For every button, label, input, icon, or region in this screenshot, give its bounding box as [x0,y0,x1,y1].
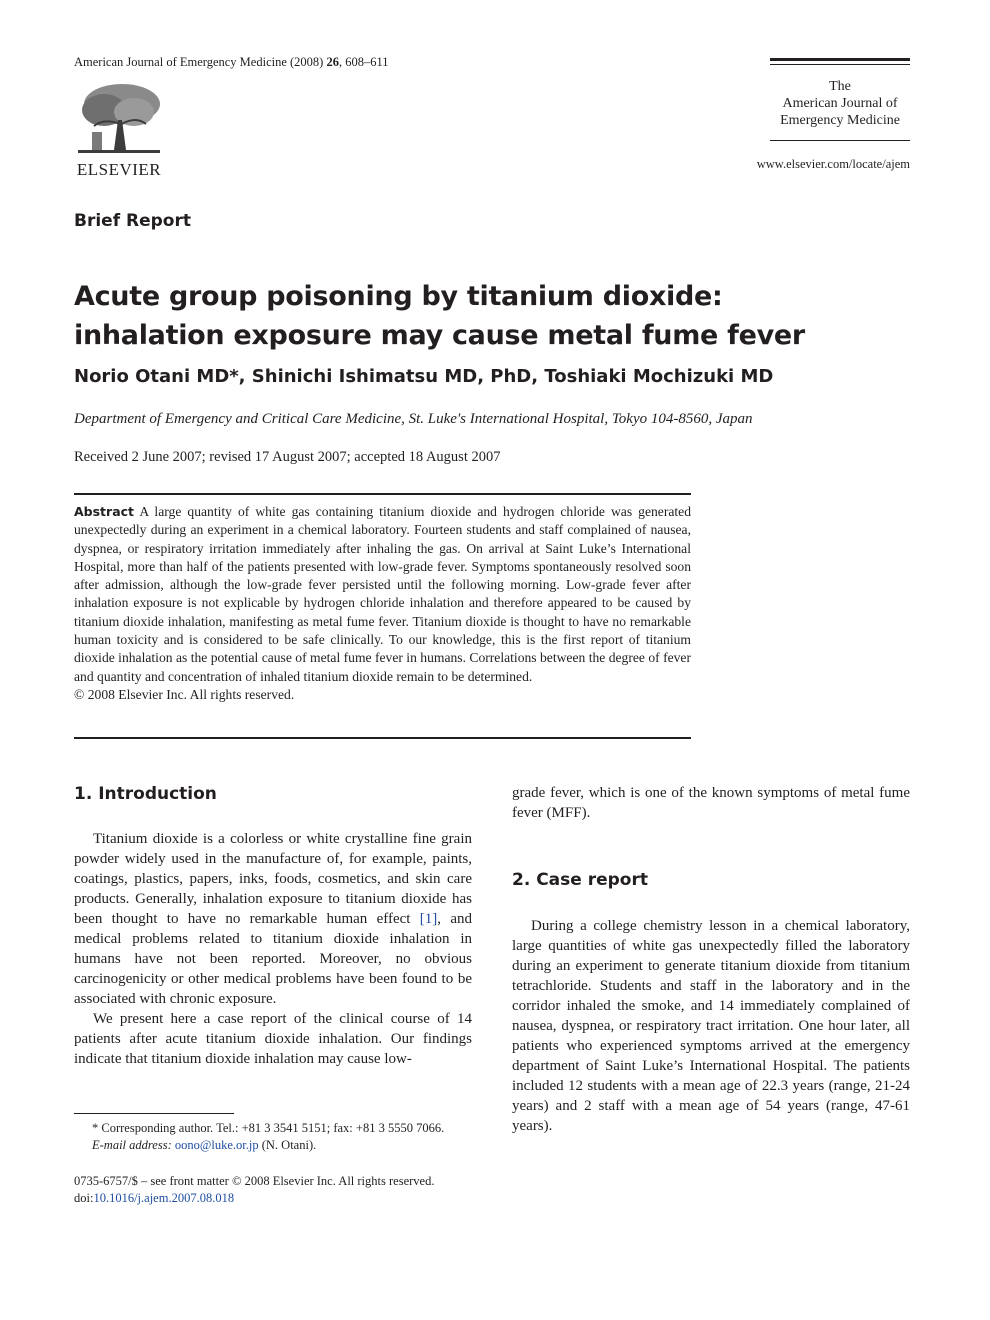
article-type: Brief Report [74,211,191,231]
reference-link[interactable]: [1] [419,911,438,927]
journal-rule [770,64,910,65]
article-title: Acute group poisoning by titanium dioxide: inhalation exposure may cause metal fume fever [74,281,805,351]
case-report-body [512,916,910,1136]
introduction-continued: grade fever, which is one of the known symptoms of metal fume fever (MFF). [512,785,910,821]
abstract-copyright: © 2008 Elsevier Inc. All rights reserved. [74,686,295,702]
footnote [74,1120,472,1154]
abstract-label: Abstract [74,504,135,519]
abstract-text: A large quantity of white gas containing titanium dioxide and hydrogen chloride was generated unexpectedly during an experiment in a chemical laboratory. Fourteen students and staff complained of nausea, dyspnea, or respiratory irritation immediately after inhaling the gas. On arrival at Saint Luke’s International Hospital, more than half of the patients presented with low-grade fever. Symptoms spontaneously resolved soon after admission, although the low-grade fever persisted until the following morning. Low-grade fever after inhalation exposure is not explicable by hydrogen chloride inhalation and therefore appeared to be caused by titanium dioxide inhalation, manifesting as metal fume fever. Titanium dioxide is thought to have no remarkable human toxicity and is considered to be safe clinically. To our knowledge, this is the first report of titanium dioxide inhalation as the potential cause of metal fume fever in humans. Correlations between the degree of fever and quantity and concentration of inhaled titanium dioxide remain to be determined. [74,504,691,684]
article-dates: Received 2 June 2007; revised 17 August 2007; accepted 18 August 2007 [74,449,501,465]
authors: Norio Otani MD*, Shinichi Ishimatsu MD, PhD, Toshiaki Mochizuki MD [74,366,774,387]
journal-citation: American Journal of Emergency Medicine (2008) 26, 608–611 [74,55,389,69]
elsevier-tree-icon [74,80,164,158]
introduction-body [74,829,472,1069]
doi-line: doi:10.1016/j.ajem.2007.08.018 [74,1191,235,1205]
journal-name: The American Journal of Emergency Medicine [780,79,900,128]
publisher-name: ELSEVIER [76,160,162,179]
case-report-heading: 2. Case report [512,870,648,890]
journal-rule [770,140,910,141]
journal-rule [770,58,910,61]
email-line: E-mail address: oono@luke.or.jp (N. Otani). [92,1138,317,1152]
abstract [74,503,691,704]
email-link[interactable]: oono@luke.or.jp [174,1138,259,1152]
footnote-rule [74,1113,234,1114]
doi-link[interactable]: 10.1016/j.ajem.2007.08.018 [93,1191,235,1205]
introduction-paragraph: We present here a case report of the clinical course of 14 patients after acute titanium dioxide inhalation. Our findings indicate that titanium dioxide inhalation may cause low- [74,1011,472,1067]
citation-volume: 26 [326,55,339,69]
affiliation: Department of Emergency and Critical Care Medicine, St. Luke's International Hospital, Tokyo 104-8560, Japan [74,411,753,427]
case-report-paragraph: During a college chemistry lesson in a chemical laboratory, large quantities of white gas unexpectedly filled the laboratory during an experiment to generate titanium dioxide from titanium tetrachloride. Students and staff in the laboratory and in the corridor inhaled the smoke, and 14 immediately complained of nausea, dyspnea, or respiratory tract irritation. One hour later, all patients who experienced symptoms arrived at the emergency department of Saint Luke’s International Hospital. The patients included 12 students with a mean age of 22.3 years (range, 21-24 years) and 2 staff with a mean age of 54 years (range, 47-61 years). [512,918,910,1134]
abstract-rule-bottom [74,737,691,739]
introduction-paragraph: Titanium dioxide is a colorless or white crystalline fine grain powder widely used in the manufacture of, for example, paints, coatings, plastics, papers, inks, foods, cosmetics, and skin care products. Generally, inhalation exposure to titanium dioxide has been thought to have no remarkable human effect [1], and medical problems related to titanium dioxide inhalation in humans have not been reported. Moreover, no obvious carcinogenicity or other medical problems have been found to be associated with chronic exposure. [74,831,472,1007]
elsevier-logo [74,80,164,180]
issn-block [74,1173,472,1207]
corresponding-author: * Corresponding author. Tel.: +81 3 3541 5151; fax: +81 3 5550 7066. [92,1121,445,1135]
journal-url[interactable]: www.elsevier.com/locate/ajem [756,157,910,171]
introduction-heading: 1. Introduction [74,784,217,804]
issn-line: 0735-6757/$ – see front matter © 2008 Elsevier Inc. All rights reserved. [74,1174,435,1188]
abstract-rule-top [74,493,691,495]
